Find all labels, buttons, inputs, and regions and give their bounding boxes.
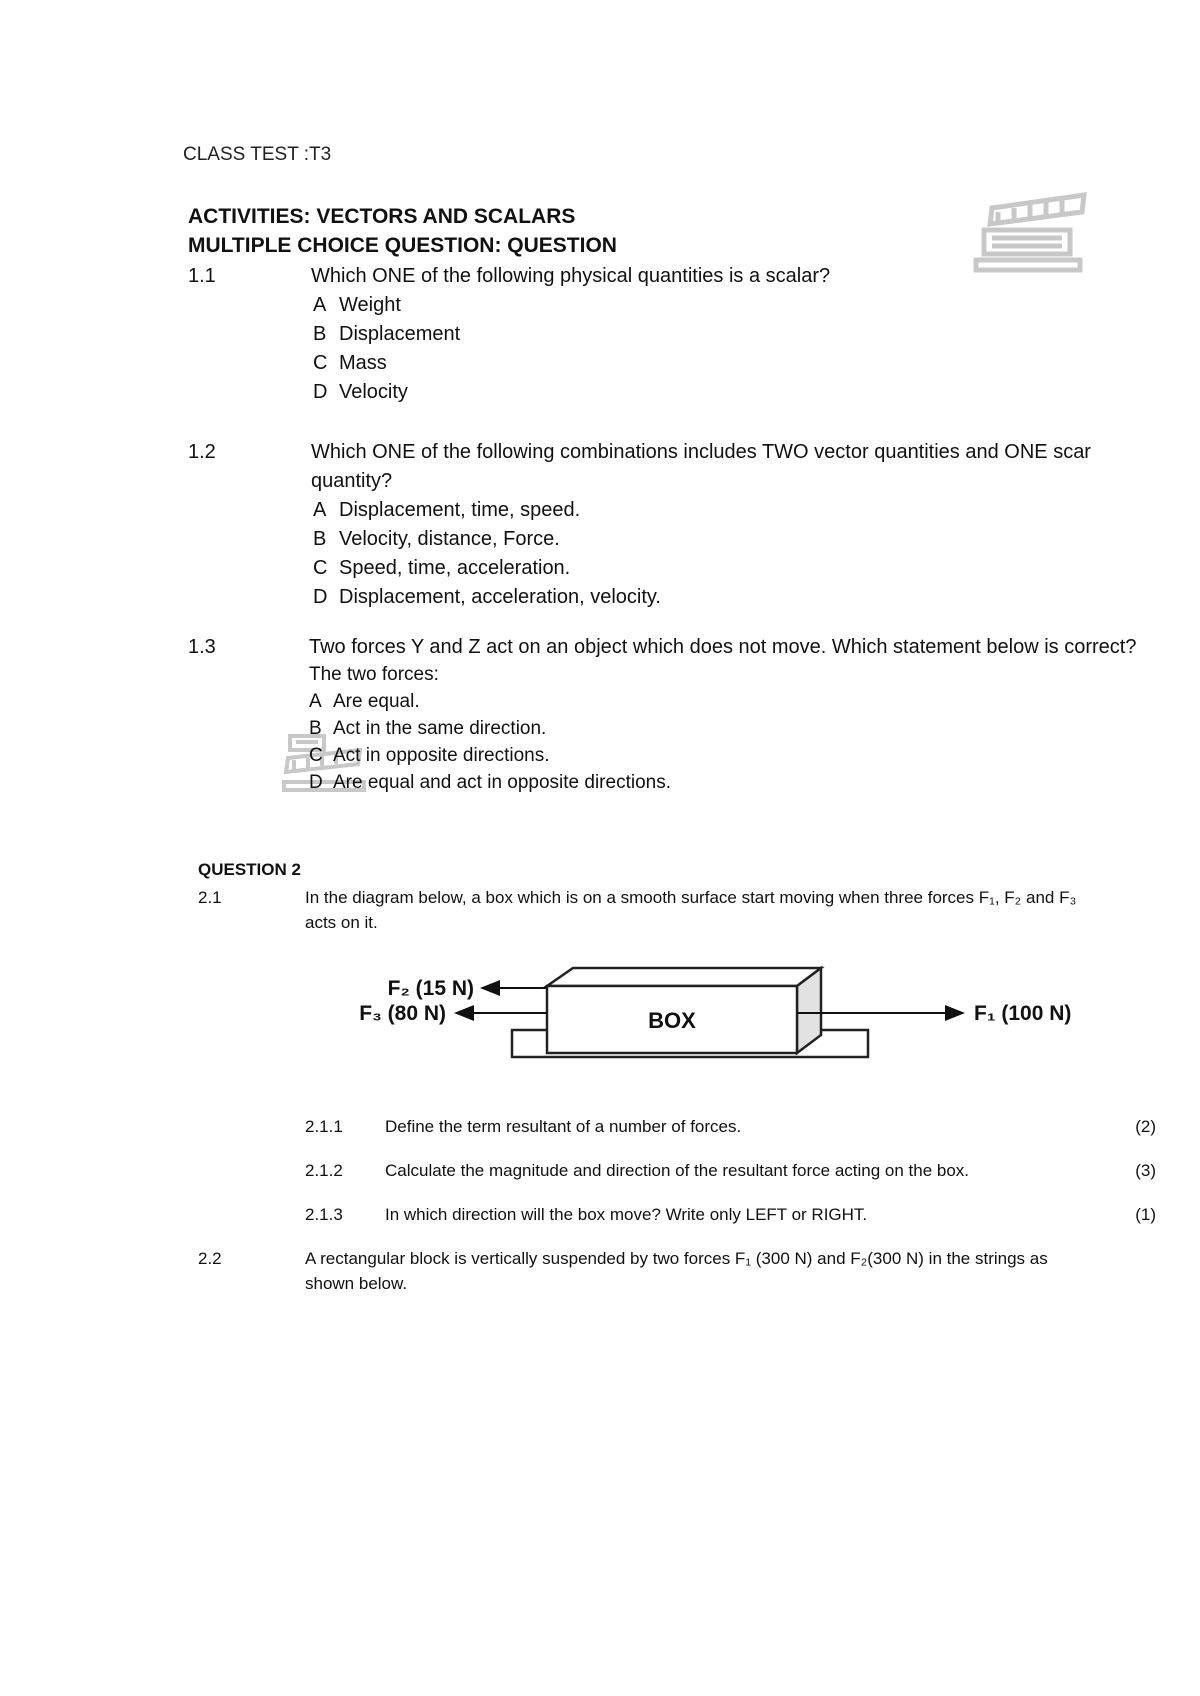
logo-watermark-icon — [970, 190, 1090, 290]
option-letter: C — [309, 745, 323, 766]
question-text: In the diagram below, a box which is on a smooth surface start moving when three forces F₁, F₂ and F₃ — [305, 888, 1077, 907]
option-text: Are equal. — [333, 691, 420, 712]
marks: (2) — [1135, 1117, 1156, 1136]
subquestion-text: In which direction will the box move? Write only LEFT or RIGHT. — [385, 1205, 868, 1224]
question-number: 1.2 — [188, 441, 216, 463]
question-text: Which ONE of the following combinations includes TWO vector quantities and ONE scar — [311, 441, 1091, 463]
box-top — [547, 968, 821, 986]
subquestion-number: 2.1.1 — [305, 1117, 343, 1136]
question-2-title: QUESTION 2 — [198, 860, 301, 879]
option-text: Act in opposite directions. — [333, 745, 550, 766]
subquestion-number: 2.1.2 — [305, 1161, 343, 1180]
question-text: A rectangular block is vertically suspended by two forces F₁ (300 N) and F₂(300 N) in the strings as — [305, 1249, 1048, 1268]
question-text: quantity? — [311, 470, 393, 492]
option-text: Mass — [339, 352, 387, 374]
option-text: Velocity — [339, 381, 408, 403]
option-letter: D — [313, 586, 328, 608]
question-number: 1.1 — [188, 265, 216, 287]
option — [313, 557, 570, 580]
question-number: 1.3 — [188, 636, 216, 658]
activities-heading: ACTIVITIES: VECTORS AND SCALARS — [188, 205, 576, 228]
option-letter: C — [313, 352, 328, 374]
marks: (1) — [1135, 1205, 1156, 1224]
mcq-heading: MULTIPLE CHOICE QUESTION: QUESTION — [188, 234, 617, 257]
question-text: Which ONE of the following physical quantities is a scalar? — [311, 265, 831, 287]
question-text: shown below. — [305, 1274, 408, 1293]
option-letter: C — [313, 557, 328, 579]
option-text: Velocity, distance, Force. — [339, 528, 560, 550]
f1-label: F₁ (100 N) — [974, 1002, 1072, 1025]
option-letter: D — [313, 381, 328, 403]
option-text: Are equal and act in opposite directions. — [333, 772, 671, 793]
option-text: Weight — [339, 294, 401, 316]
subquestion-text: Define the term resultant of a number of forces. — [385, 1117, 742, 1136]
f2-label: F₂ (15 N) — [387, 977, 474, 1000]
marks: (3) — [1135, 1161, 1156, 1180]
question-number: 2.2 — [198, 1249, 222, 1268]
f3-label: F₃ (80 N) — [359, 1002, 446, 1025]
option-letter: D — [309, 772, 323, 793]
option — [313, 528, 560, 551]
option — [313, 294, 401, 317]
question-text: acts on it. — [305, 913, 378, 932]
option — [309, 691, 420, 713]
option — [313, 586, 661, 609]
option — [309, 772, 671, 794]
subquestion-number: 2.1.3 — [305, 1205, 343, 1224]
question-text: The two forces: — [309, 664, 439, 685]
option-text: Displacement, acceleration, velocity. — [339, 586, 661, 608]
option-letter: A — [313, 294, 327, 316]
option — [313, 499, 580, 522]
option — [313, 381, 408, 404]
option — [309, 718, 546, 740]
option-letter: A — [309, 691, 322, 712]
option-letter: A — [313, 499, 327, 521]
option-text: Speed, time, acceleration. — [339, 557, 571, 579]
option — [313, 323, 460, 346]
class-test-label: CLASS TEST :T3 — [183, 144, 332, 165]
option-text: Act in the same direction. — [333, 718, 547, 739]
subquestion-text: Calculate the magnitude and direction of the resultant force acting on the box. — [385, 1161, 970, 1180]
option-text: Displacement — [339, 323, 461, 345]
option-letter: B — [313, 528, 327, 550]
option-letter: B — [309, 718, 322, 739]
option — [309, 745, 550, 767]
box-label: BOX — [648, 1008, 696, 1033]
force-diagram — [330, 955, 1110, 1070]
question-text: Two forces Y and Z act on an object which does not move. Which statement below is correct? — [309, 636, 1137, 658]
option — [313, 352, 387, 375]
option-letter: B — [313, 323, 327, 345]
option-text: Displacement, time, speed. — [339, 499, 581, 521]
question-number: 2.1 — [198, 888, 222, 907]
